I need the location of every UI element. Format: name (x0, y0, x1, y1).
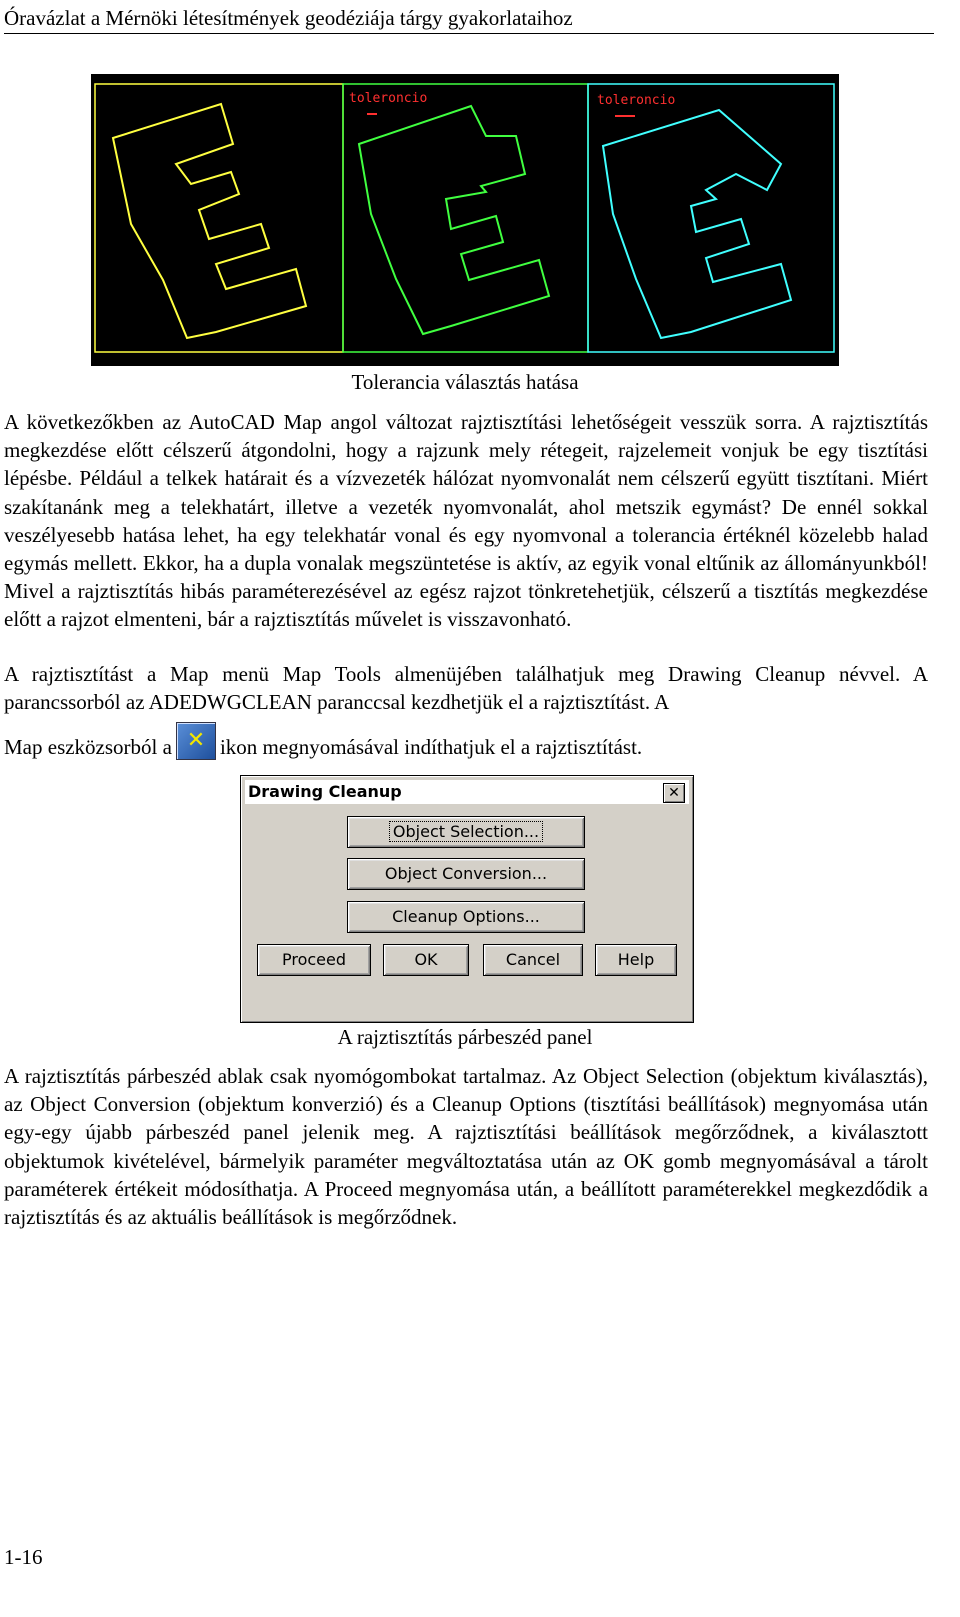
paragraph-3-after: ikon megnyomásával indíthatjuk el a rajztisztítást. (219, 735, 643, 759)
page-number: 1-16 (4, 1545, 43, 1569)
tolerance-figure (91, 74, 839, 366)
cancel-button[interactable]: Cancel (483, 944, 583, 976)
ok-button[interactable]: OK (383, 944, 469, 976)
panel-3-label: toleroncio (597, 93, 676, 108)
drawing-cleanup-dialog (240, 775, 694, 1023)
paragraph-1: A következőkben az AutoCAD Map angol változat rajztisztítási lehetőségeit vesszük sorra. A rajztisztítás megkezdése előtt célszerű átgondolni, hogy a rajzunk mely rétegeit, rajzelemeit vonjuk be egy tisztítási lépésbe. Például a telkek határait és a vízvezeték hálózat nyomvonalát nem célszerű együtt tisztítani. Miért szakítanánk meg a telekhatárt, illetve a vezeték nyomvonalát, ahol metszik egymást? De ennél sokkal veszélyesebb hatása lehet, ha egy telekhatár vonal és egy nyomvonal a tolerancia értéknél közelebb halad egymás mellett. Ekkor, ha a dupla vonalak megszüntetése is aktív, az egyik vonal eltűnik az állományunkból! Mivel a rajztisztítás hibás paraméterezésével az egész rajzot tönkretehetjük, célszerű a tisztítás megkezdése előtt a rajzot elmenteni, bár a rajztisztítás művelet is visszavonható. (4, 410, 928, 632)
panel-1-shape (113, 104, 306, 338)
paragraph-3 (4, 722, 928, 761)
drawing-cleanup-toolbar-icon: ✕ (176, 722, 216, 760)
panel-2-shape (359, 106, 549, 334)
dialog-title: Drawing Cleanup (248, 782, 402, 801)
paragraph-4: A rajztisztítás párbeszéd ablak csak nyomógombokat tartalmaz. Az Object Selection (objektum kiválasztás), az Object Conversion (objektum konverzió) és a Cleanup Options (tisztítási beállítások) megnyomása után egy-egy újabb párbeszéd panel jelenik meg. A rajztisztítási beállítások megőrződnek, a kiválasztott objektumok kivételével, bármelyik paraméter megváltoztatása után az OK gomb megnyomásával a tárolt paraméterek értékeit módosíthatja. A Proceed megnyomása után, a beállított paraméterekkel megkezdődik a rajztisztítás és az aktuális beállítások is megőrződnek. (4, 1064, 928, 1230)
panel-2-label: toleroncio (349, 91, 428, 106)
object-selection-button[interactable] (347, 816, 585, 848)
paragraph-2: A rajztisztítást a Map menü Map Tools almenüjében találhatjuk meg Drawing Cleanup névvel. A parancssorból az ADEDWGCLEAN paranccsal kezdhetjük el a rajztisztítást. A (4, 662, 928, 715)
panel-2-frame (343, 84, 588, 352)
proceed-button[interactable]: Proceed (257, 944, 371, 976)
dialog-title-bar[interactable] (245, 780, 689, 804)
panel-1-frame (95, 84, 343, 352)
figure-1-caption: Tolerancia választás hatása (351, 370, 579, 394)
close-button[interactable]: ✕ (663, 783, 685, 803)
figure-2-caption: A rajztisztítás párbeszéd panel (337, 1025, 593, 1049)
object-selection-label: Object Selection... (390, 822, 542, 841)
panel-3-frame (588, 84, 834, 352)
cleanup-options-button[interactable]: Cleanup Options... (347, 901, 585, 933)
object-conversion-button[interactable]: Object Conversion... (347, 858, 585, 890)
page-header: Óravázlat a Mérnöki létesítmények geodéziája tárgy gyakorlataihoz (4, 4, 934, 34)
help-button[interactable]: Help (595, 944, 677, 976)
paragraph-3-before: Map eszközsorból a (4, 735, 172, 759)
tolerance-figure-svg (91, 74, 839, 366)
panel-3-shape (603, 110, 791, 338)
